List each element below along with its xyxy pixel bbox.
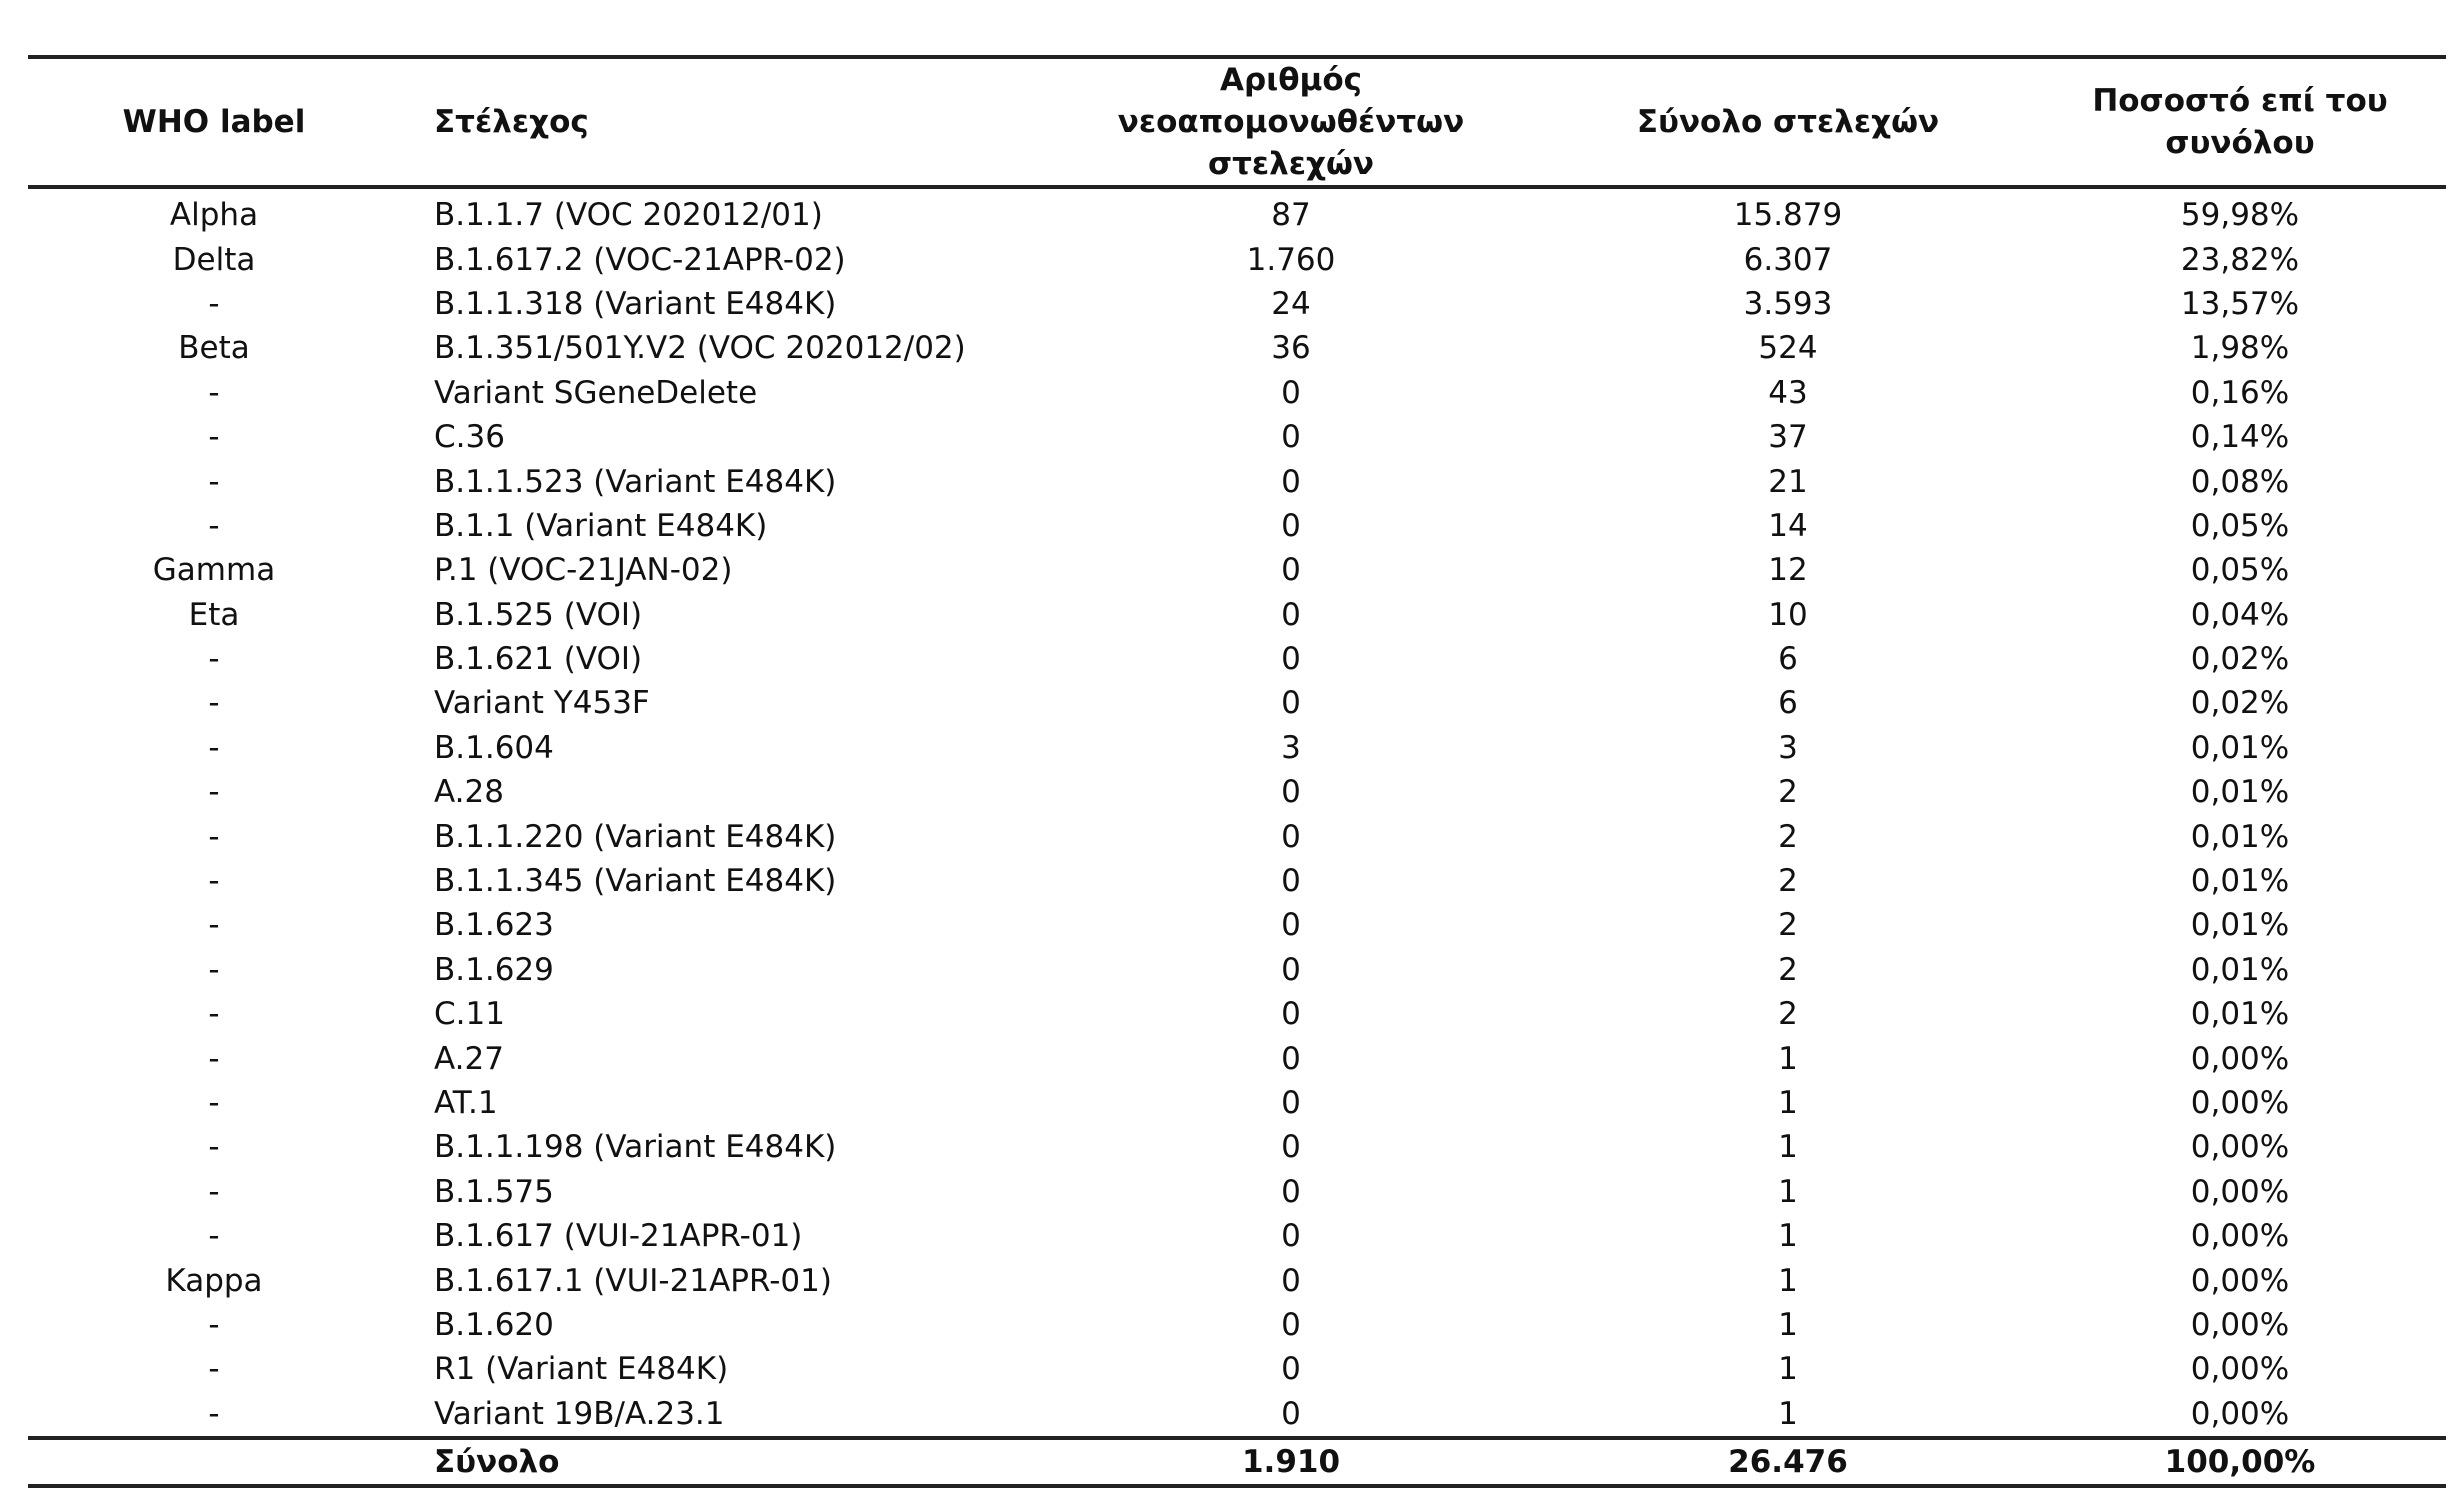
- total-strains-cell: 15.879: [1733, 197, 1843, 234]
- percent-cell: 0,00%: [2190, 1173, 2290, 1210]
- who-label-cell: -: [208, 1218, 220, 1255]
- strain-cell: B.1.1.345 (Variant E484K): [434, 863, 837, 900]
- table-row: [28, 992, 2446, 1036]
- strain-cell: P.1 (VOC-21JAN-02): [434, 552, 733, 589]
- header-new-isolates: Αριθμός νεοαπομονωθέντων στελεχών: [1117, 62, 1465, 182]
- total-strains-cell: 1: [1778, 1218, 1798, 1255]
- table-header: [28, 57, 2446, 187]
- total-strains-cell: 3: [1778, 729, 1798, 766]
- header-strain: Στέλεχος: [434, 104, 589, 140]
- total-strains-cell: 2: [1778, 996, 1798, 1033]
- who-label-cell: Kappa: [165, 1262, 263, 1299]
- strain-cell: Variant 19B/A.23.1: [434, 1395, 725, 1432]
- table-row: [28, 1081, 2446, 1125]
- table-row: [28, 814, 2446, 858]
- total-strains-cell: 21: [1768, 463, 1808, 500]
- total-strains-cell: 12: [1768, 552, 1808, 589]
- who-label-cell: -: [208, 863, 220, 900]
- who-label-cell: Delta: [172, 241, 256, 278]
- table-row: [28, 1258, 2446, 1302]
- who-label-cell: Alpha: [169, 197, 259, 234]
- table-row: [28, 1347, 2446, 1391]
- table-row: [28, 282, 2446, 326]
- new-isolates-cell: 0: [1281, 951, 1301, 988]
- total-strains-cell: 1: [1778, 1040, 1798, 1077]
- total-strains-cell: 43: [1768, 374, 1808, 411]
- total-strains-cell: 14: [1768, 507, 1808, 544]
- table-row: [28, 187, 2446, 237]
- strain-cell: B.1.623: [434, 907, 554, 944]
- strain-cell: B.1.1.523 (Variant E484K): [434, 463, 837, 500]
- table-row: [28, 237, 2446, 281]
- new-isolates-cell: 0: [1281, 374, 1301, 411]
- strain-cell: B.1.351/501Y.V2 (VOC 202012/02): [434, 330, 966, 367]
- new-isolates-cell: 0: [1281, 1218, 1301, 1255]
- strain-cell: A.28: [434, 774, 504, 811]
- new-isolates-cell: 0: [1281, 996, 1301, 1033]
- strain-cell: B.1.1.7 (VOC 202012/01): [434, 197, 823, 234]
- new-isolates-cell: 0: [1281, 1306, 1301, 1343]
- new-isolates-cell: 0: [1281, 1262, 1301, 1299]
- percent-cell: 0,00%: [2190, 1085, 2290, 1121]
- percent-cell: 0,00%: [2190, 1395, 2290, 1432]
- total-strains-cell: 1: [1778, 1129, 1798, 1166]
- total-percent: 100,00%: [2164, 1443, 2316, 1480]
- total-strains-cell: 2: [1778, 951, 1798, 988]
- percent-cell: 0,01%: [2190, 774, 2290, 811]
- header-total-strains: Σύνολο στελεχών: [1636, 104, 1940, 140]
- who-label-cell: -: [208, 641, 220, 678]
- who-label-cell: Eta: [188, 596, 240, 633]
- who-label-cell: -: [208, 685, 220, 722]
- percent-cell: 23,82%: [2180, 241, 2300, 278]
- total-strains-cell: 2: [1778, 818, 1798, 855]
- new-isolates-cell: 0: [1281, 774, 1301, 811]
- header-row: [28, 57, 2446, 187]
- table-row: [28, 593, 2446, 637]
- header-who-label: WHO label: [122, 104, 306, 140]
- who-label-cell: -: [208, 729, 220, 766]
- table-row: [28, 371, 2446, 415]
- percent-cell: 0,05%: [2190, 507, 2290, 544]
- strain-cell: Variant SGeneDelete: [434, 374, 758, 411]
- table-row: [28, 1036, 2446, 1080]
- total-strains-cell: 6: [1778, 685, 1798, 722]
- percent-cell: 0,05%: [2190, 552, 2290, 589]
- who-label-cell: -: [208, 463, 220, 500]
- new-isolates-cell: 0: [1281, 1129, 1301, 1166]
- new-isolates-cell: 0: [1281, 1040, 1301, 1077]
- total-strains-cell: 2: [1778, 907, 1798, 944]
- strain-cell: B.1.1.318 (Variant E484K): [434, 285, 837, 322]
- percent-cell: 59,98%: [2180, 197, 2300, 234]
- table-row: [28, 1170, 2446, 1214]
- table-row: [28, 770, 2446, 814]
- who-label-cell: -: [208, 951, 220, 988]
- total-strains-cell: 10: [1768, 596, 1808, 633]
- table-row: [28, 681, 2446, 725]
- percent-cell: 0,16%: [2190, 374, 2290, 411]
- strain-cell: B.1.617.1 (VUI-21APR-01): [434, 1262, 832, 1299]
- table-row: [28, 326, 2446, 370]
- new-isolates-cell: 0: [1281, 507, 1301, 544]
- percent-cell: 0,00%: [2190, 1262, 2290, 1299]
- strain-cell: C.36: [434, 419, 505, 456]
- percent-cell: 0,01%: [2190, 729, 2290, 766]
- percent-cell: 0,00%: [2190, 1040, 2290, 1077]
- percent-cell: 0,00%: [2190, 1306, 2290, 1343]
- strain-cell: AT.1: [434, 1085, 498, 1121]
- percent-cell: 0,01%: [2190, 907, 2290, 944]
- percent-cell: 0,01%: [2190, 996, 2290, 1033]
- who-label-cell: Beta: [178, 330, 250, 367]
- who-label-cell: -: [208, 419, 220, 456]
- new-isolates-cell: 0: [1281, 552, 1301, 589]
- table-row: [28, 1125, 2446, 1169]
- table-row: [28, 1303, 2446, 1347]
- new-isolates-cell: 1.760: [1246, 241, 1336, 278]
- total-strains-cell: 3.593: [1743, 285, 1833, 322]
- variants-table-container: [28, 55, 2388, 1488]
- who-label-cell: -: [208, 507, 220, 544]
- percent-cell: 0,00%: [2190, 1351, 2290, 1388]
- new-isolates-cell: 0: [1281, 818, 1301, 855]
- table-row: [28, 903, 2446, 947]
- percent-cell: 0,14%: [2190, 419, 2290, 456]
- table-row: [28, 459, 2446, 503]
- total-strains-cell: 2: [1778, 774, 1798, 811]
- new-isolates-cell: 36: [1271, 330, 1311, 367]
- total-strains-cell: 37: [1768, 419, 1808, 456]
- table-row: [28, 415, 2446, 459]
- total-strains-cell: 6: [1778, 641, 1798, 678]
- new-isolates-cell: 0: [1281, 1173, 1301, 1210]
- who-label-cell: -: [208, 1306, 220, 1343]
- percent-cell: 0,04%: [2190, 596, 2290, 633]
- percent-cell: 13,57%: [2180, 285, 2300, 322]
- table-row: [28, 1214, 2446, 1258]
- strain-cell: B.1.617.2 (VOC-21APR-02): [434, 241, 846, 278]
- who-label-cell: -: [208, 907, 220, 944]
- new-isolates-cell: 24: [1271, 285, 1311, 322]
- strain-cell: B.1.1.198 (Variant E484K): [434, 1129, 837, 1166]
- percent-cell: 0,00%: [2190, 1129, 2290, 1166]
- total-strains-cell: 1: [1778, 1395, 1798, 1432]
- table-row: [28, 504, 2446, 548]
- total-label: Σύνολο: [434, 1443, 560, 1480]
- total-strains-cell: 1: [1778, 1173, 1798, 1210]
- who-label-cell: Gamma: [152, 552, 276, 589]
- new-isolates-cell: 0: [1281, 863, 1301, 900]
- total-strains-cell: 1: [1778, 1306, 1798, 1343]
- total-strains-cell: 1: [1778, 1262, 1798, 1299]
- who-label-cell: -: [208, 285, 220, 322]
- strain-cell: A.27: [434, 1040, 504, 1077]
- strain-cell: B.1.629: [434, 951, 554, 988]
- strain-cell: B.1.617 (VUI-21APR-01): [434, 1218, 803, 1255]
- who-label-cell: -: [208, 818, 220, 855]
- strain-cell: B.1.620: [434, 1306, 554, 1343]
- new-isolates-cell: 0: [1281, 596, 1301, 633]
- new-isolates-cell: 87: [1271, 197, 1311, 234]
- strain-cell: B.1.621 (VOI): [434, 641, 643, 678]
- strain-cell: R1 (Variant E484K): [434, 1351, 729, 1388]
- strain-cell: B.1.525 (VOI): [434, 596, 643, 633]
- percent-cell: 0,01%: [2190, 951, 2290, 988]
- table-row: [28, 948, 2446, 992]
- total-strains-cell: 6.307: [1743, 241, 1833, 278]
- strain-cell: B.1.1 (Variant E484K): [434, 507, 768, 544]
- total-strains-cell: 1: [1778, 1351, 1798, 1388]
- who-label-cell: -: [208, 1395, 220, 1432]
- percent-cell: 0,08%: [2190, 463, 2290, 500]
- percent-cell: 0,00%: [2190, 1218, 2290, 1255]
- strain-cell: B.1.604: [434, 729, 554, 766]
- table-row: [28, 726, 2446, 770]
- new-isolates-cell: 0: [1281, 641, 1301, 678]
- strain-cell: C.11: [434, 996, 505, 1033]
- who-label-cell: -: [208, 1351, 220, 1388]
- new-isolates-cell: 3: [1281, 729, 1301, 766]
- total-strains: 26.476: [1728, 1443, 1848, 1480]
- percent-cell: 0,01%: [2190, 863, 2290, 900]
- table-row: [28, 1392, 2446, 1438]
- total-strains-cell: 2: [1778, 863, 1798, 900]
- percent-cell: 0,01%: [2190, 818, 2290, 855]
- who-label-cell: -: [208, 1173, 220, 1210]
- new-isolates-cell: 0: [1281, 1395, 1301, 1432]
- total-strains-cell: 524: [1758, 330, 1818, 367]
- total-strains-cell: 1: [1778, 1085, 1798, 1121]
- percent-cell: 0,02%: [2190, 641, 2290, 678]
- table-row: [28, 859, 2446, 903]
- new-isolates-cell: 0: [1281, 419, 1301, 456]
- header-percent-of-total: Ποσοστό επί του συνόλου: [2092, 83, 2388, 161]
- who-label-cell: -: [208, 996, 220, 1033]
- who-label-cell: -: [208, 1040, 220, 1077]
- new-isolates-cell: 0: [1281, 463, 1301, 500]
- percent-cell: 1,98%: [2190, 330, 2290, 367]
- table-body: [28, 187, 2446, 1438]
- new-isolates-cell: 0: [1281, 685, 1301, 722]
- who-label-cell: -: [208, 774, 220, 811]
- strain-cell: B.1.575: [434, 1173, 554, 1210]
- new-isolates-cell: 0: [1281, 907, 1301, 944]
- percent-cell: 0,02%: [2190, 685, 2290, 722]
- strain-cell: B.1.1.220 (Variant E484K): [434, 818, 837, 855]
- table-row: [28, 637, 2446, 681]
- variants-table: [28, 55, 2446, 1488]
- strain-cell: Variant Y453F: [434, 685, 650, 722]
- new-isolates-cell: 0: [1281, 1351, 1301, 1388]
- who-label-cell: -: [208, 374, 220, 411]
- who-label-cell: -: [208, 1129, 220, 1166]
- table-row: [28, 548, 2446, 592]
- new-isolates-cell: 0: [1281, 1085, 1301, 1121]
- who-label-cell: -: [208, 1085, 220, 1121]
- total-new-isolates: 1.910: [1241, 1443, 1341, 1480]
